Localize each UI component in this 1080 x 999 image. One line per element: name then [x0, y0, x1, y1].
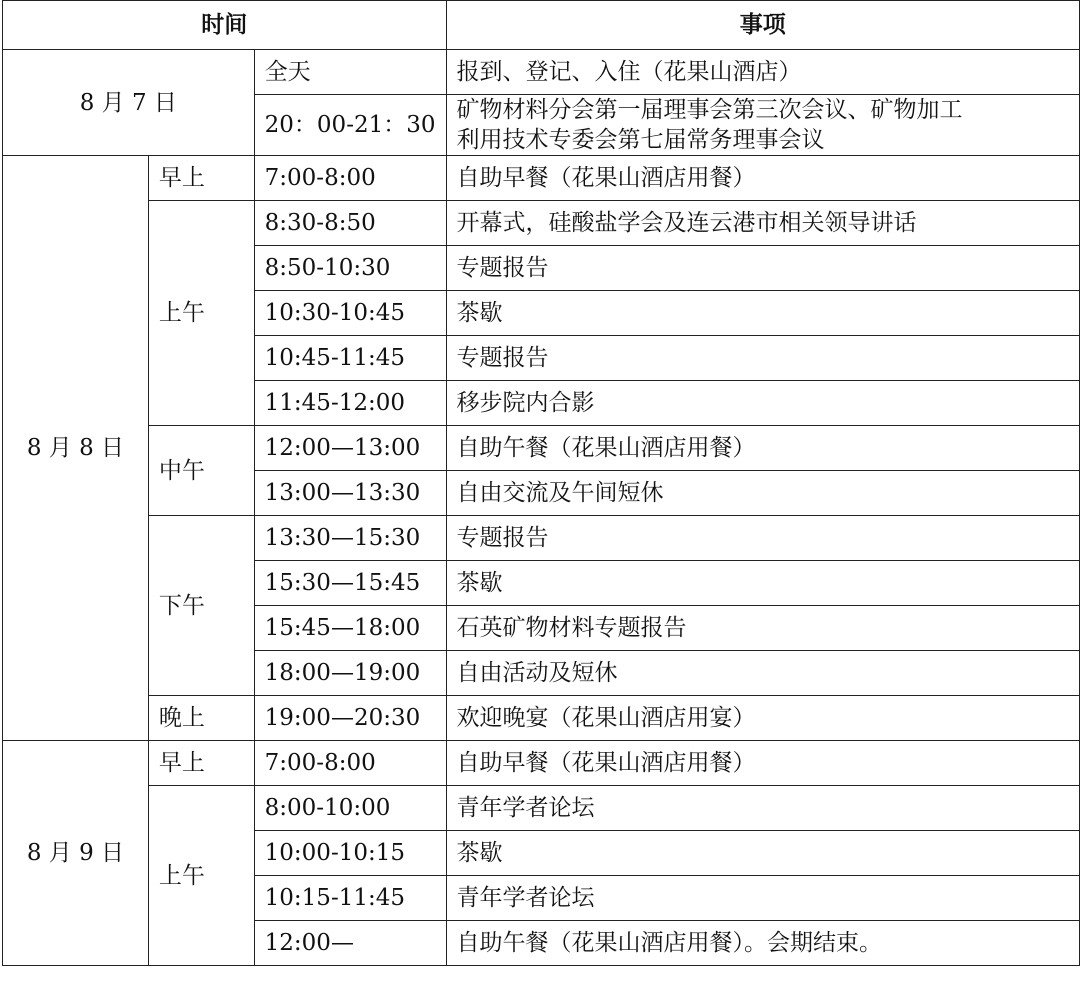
time-cell: 7:00-8:00	[254, 741, 446, 786]
table-row	[3, 156, 1080, 201]
date-cell: 8 月 8 日	[3, 156, 149, 741]
item-cell: 自助早餐（花果山酒店用餐）	[446, 741, 1080, 786]
time-cell: 7:00-8:00	[254, 156, 446, 201]
time-cell: 13:30—15:30	[254, 516, 446, 561]
table-row	[3, 786, 1080, 831]
item-cell: 专题报告	[446, 336, 1080, 381]
time-cell: 18:00—19:00	[254, 651, 446, 696]
time-cell: 全天	[254, 50, 446, 95]
header-item: 事项	[446, 1, 1080, 50]
table-row	[3, 201, 1080, 246]
item-cell: 开幕式，硅酸盐学会及连云港市相关领导讲话	[446, 201, 1080, 246]
time-cell: 19:00—20:30	[254, 696, 446, 741]
item-cell: 专题报告	[446, 246, 1080, 291]
header-time: 时间	[3, 1, 447, 50]
item-cell: 茶歇	[446, 561, 1080, 606]
period-cell: 下午	[148, 516, 254, 696]
time-cell: 15:45—18:00	[254, 606, 446, 651]
period-cell: 上午	[148, 786, 254, 966]
item-cell: 茶歇	[446, 291, 1080, 336]
item-cell: 自助午餐（花果山酒店用餐）。会期结束。	[446, 921, 1080, 966]
schedule-table	[2, 0, 1080, 966]
time-cell: 10:30-10:45	[254, 291, 446, 336]
item-cell: 石英矿物材料专题报告	[446, 606, 1080, 651]
time-cell: 8:30-8:50	[254, 201, 446, 246]
table-row	[3, 696, 1080, 741]
time-cell: 13:00—13:30	[254, 471, 446, 516]
time-cell: 8:00-10:00	[254, 786, 446, 831]
period-cell: 中午	[148, 426, 254, 516]
table-row	[3, 516, 1080, 561]
item-line: 矿物材料分会第一届理事会第三次会议、矿物加工	[456, 97, 963, 123]
time-cell: 12:00—13:00	[254, 426, 446, 471]
time-cell: 8:50-10:30	[254, 246, 446, 291]
time-cell: 12:00—	[254, 921, 446, 966]
table-row	[3, 50, 1080, 95]
time-cell: 10:15-11:45	[254, 876, 446, 921]
item-cell: 青年学者论坛	[446, 786, 1080, 831]
item-cell: 自由活动及短休	[446, 651, 1080, 696]
schedule-container	[2, 0, 1080, 966]
item-cell: 青年学者论坛	[446, 876, 1080, 921]
period-cell: 晚上	[148, 696, 254, 741]
item-cell: 自助午餐（花果山酒店用餐）	[446, 426, 1080, 471]
time-cell: 15:30—15:45	[254, 561, 446, 606]
period-cell: 上午	[148, 201, 254, 426]
header-row	[3, 1, 1080, 50]
item-cell: 自由交流及午间短休	[446, 471, 1080, 516]
item-cell: 欢迎晚宴（花果山酒店用宴）	[446, 696, 1080, 741]
item-line: 利用技术专委会第七届常务理事会议	[456, 127, 825, 153]
time-cell: 10:45-11:45	[254, 336, 446, 381]
time-cell: 20：00-21：30	[254, 95, 446, 156]
table-row	[3, 741, 1080, 786]
item-cell: 茶歇	[446, 831, 1080, 876]
date-cell: 8 月 7 日	[3, 50, 255, 156]
item-cell	[446, 95, 1080, 156]
item-cell: 自助早餐（花果山酒店用餐）	[446, 156, 1080, 201]
item-cell: 移步院内合影	[446, 381, 1080, 426]
time-cell: 10:00-10:15	[254, 831, 446, 876]
period-cell: 早上	[148, 156, 254, 201]
date-cell: 8 月 9 日	[3, 741, 149, 966]
time-cell: 11:45-12:00	[254, 381, 446, 426]
table-row	[3, 426, 1080, 471]
item-cell: 报到、登记、入住（花果山酒店）	[446, 50, 1080, 95]
period-cell: 早上	[148, 741, 254, 786]
item-cell: 专题报告	[446, 516, 1080, 561]
